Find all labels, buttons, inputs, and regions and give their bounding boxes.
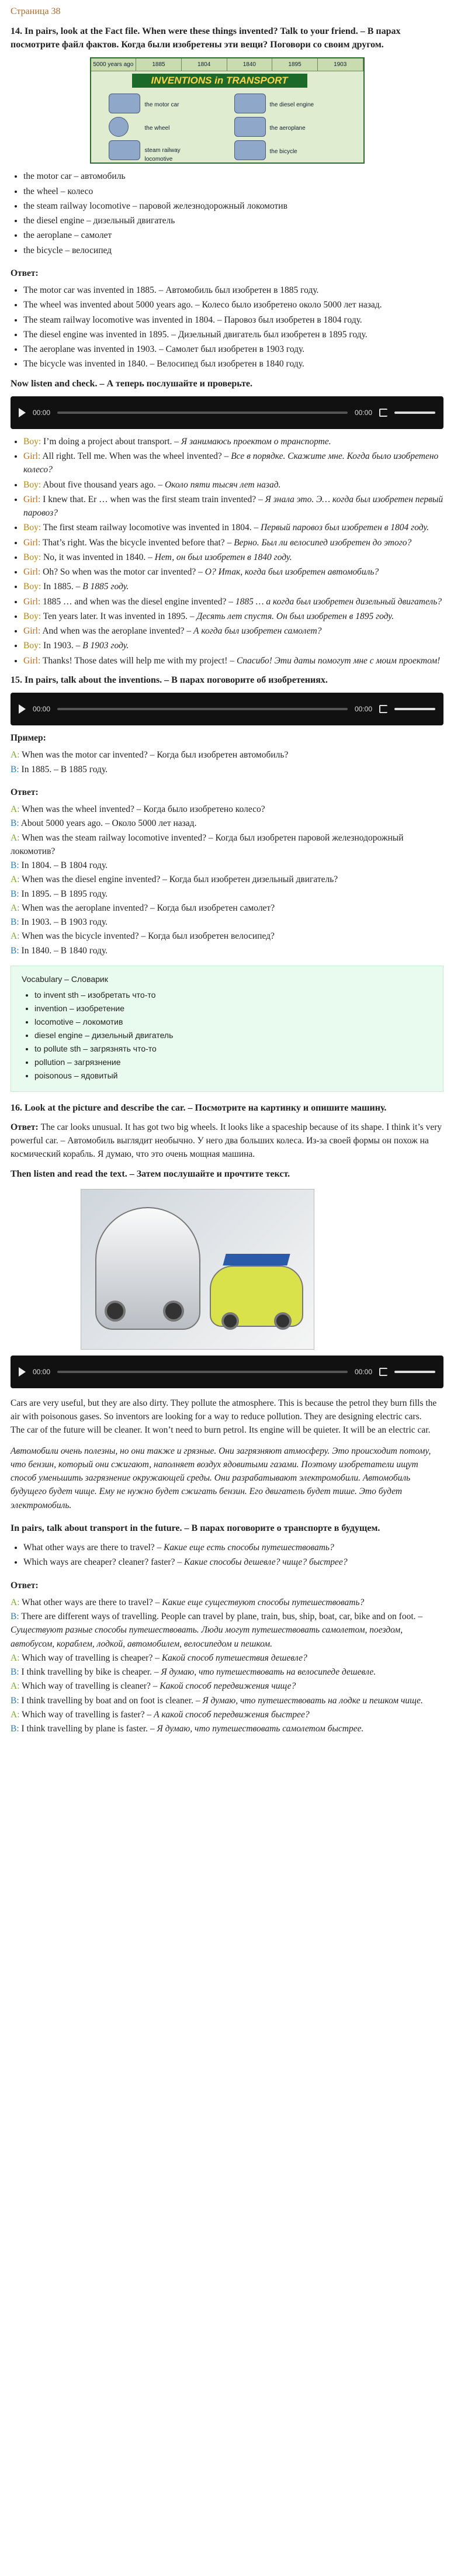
volume-slider[interactable] — [394, 412, 435, 414]
audio-progress[interactable] — [57, 1371, 348, 1373]
line-text: About 5000 years ago. – Около 5000 лет назад. — [20, 818, 197, 829]
aeroplane-illustration — [234, 117, 266, 137]
list-item: • the motor car – автомобиль — [23, 170, 443, 183]
speaker: Boy: — [23, 641, 41, 651]
dialogue-line — [23, 580, 443, 593]
question-ru: – Какие еще есть способы путешествовать? — [157, 1543, 334, 1553]
line-en: No, it was invented in 1840. — [43, 552, 146, 562]
play-icon[interactable] — [19, 1367, 26, 1377]
fact-banner: INVENTIONS in TRANSPORT — [132, 74, 307, 88]
line-text: When was the diesel engine invented? – Когда был изобретен дизельный двигатель? — [22, 874, 338, 885]
speaker: B: — [11, 1667, 19, 1678]
answer-line — [11, 1665, 443, 1679]
line-text: When was the wheel invented? – Когда было изобретено колесо? — [22, 804, 265, 814]
speaker: Boy: — [23, 436, 41, 447]
fact-label: steam railway locomotive — [144, 147, 181, 163]
question-item — [23, 1541, 443, 1554]
reading-text-ru: Автомобили очень полезны, но они также и грязные. Они загрязняют атмосферу. Это происходит потому, что бензин, который они сжигают, наполняет воздух ядовитыми газами. Поэтому изобретатели ищут способ уменьшить загрязнение окружающей среды. Они разрабатывают электромобили. Автомобиль будущего будет чище. Ему не нужно будет сжигать бензин. Его двигатель будет тише. Это будет электромобиль. — [11, 1446, 431, 1510]
dialogue-line — [23, 624, 443, 638]
future-answer-label: Ответ: — [11, 1580, 39, 1590]
line-ru: – Я думаю, что путешествовать на лодке и пешком чище. — [195, 1695, 423, 1706]
dialogue-line — [23, 639, 443, 652]
answer-line — [11, 1610, 443, 1651]
line-en: In 1903. — [43, 641, 74, 651]
line-en: Oh? So when was the motor car invented? — [43, 567, 196, 578]
locomotive-illustration — [109, 140, 140, 160]
reading-text-en: Cars are very useful, but they are also dirty. They pollute the atmosphere. This is because the petrol they burn fills the air with poisonous gases. So inventors are looking for a way to reduce pollution. They are designing electric cars. — [11, 1398, 437, 1422]
ex16-listen-heading: Then listen and read the text. – Затем послушайте и прочтите текст. — [11, 1168, 290, 1179]
play-icon[interactable] — [19, 704, 26, 714]
example-line — [11, 763, 443, 776]
line-en: I’m doing a project about transport. — [43, 436, 172, 447]
speaker: Boy: — [23, 552, 41, 562]
ex16-title: 16. Look at the picture and describe the car. — [11, 1102, 186, 1113]
line-ru: – Я знала это. Э… когда был изобретен первый паровоз? — [23, 494, 443, 518]
volume-slider[interactable] — [394, 1371, 435, 1373]
speaker: Girl: — [23, 626, 41, 637]
line-en: Ten years later. It was invented in 1895. — [43, 611, 188, 621]
audio-player[interactable] — [11, 693, 443, 725]
answer-line — [11, 915, 443, 929]
line-en: All right. Tell me. When was the wheel invented? — [42, 451, 222, 462]
fact-label: the diesel engine — [269, 102, 314, 109]
answer-line — [11, 887, 443, 901]
line-en: 1885 … and when was the diesel engine invented? — [43, 596, 227, 607]
speaker: A: — [11, 1597, 20, 1607]
ex14-heading — [11, 25, 443, 51]
speaker: A: — [11, 903, 20, 913]
speaker: A: — [11, 1709, 20, 1720]
fact-label: the motor car — [144, 102, 179, 109]
ex14-title-ru: – В парах посмотрите файл фактов. Когда были изобретены эти вещи? Поговори со своим другом. — [11, 26, 401, 50]
line-ru: – А какой способ передвижения быстрее? — [147, 1709, 310, 1720]
speaker: Boy: — [23, 582, 41, 592]
line-text: When was the bicycle invented? – Когда был изобретен велосипед? — [22, 931, 275, 942]
dialogue-line — [23, 521, 443, 534]
volume-icon[interactable] — [379, 409, 387, 417]
reading-text-en-2: The car of the future will be cleaner. It won’t need to burn petrol. Its engine will be quieter. It will be an electric car. — [11, 1425, 431, 1436]
line-ru: – Какие еще существуют способы путешествовать? — [155, 1597, 365, 1607]
line-ru: – Существуют разные способы путешествовать. Люди могут путешествовать самолетом, поездом, автобусом, кораблем, лодкой, автомобилем, велосипедом и пешком. — [11, 1612, 423, 1649]
line-text: In 1895. – В 1895 году. — [21, 888, 108, 899]
bicycle-illustration — [234, 140, 266, 160]
line-ru: – В 1903 году. — [75, 641, 129, 651]
line-ru: – О? Итак, когда был изобретен автомобиль? — [198, 567, 379, 578]
speaker: A: — [11, 931, 20, 942]
line-ru: – Я занимаюсь проектом о транспорте. — [174, 436, 331, 447]
volume-slider[interactable] — [394, 708, 435, 710]
dialogue-line — [23, 449, 443, 477]
speaker: B: — [11, 1724, 19, 1734]
list-item: • The bicycle was invented in 1840. – Велосипед был изобретен в 1840 году. — [23, 357, 443, 371]
wheel-shape — [221, 1312, 239, 1330]
answer-line — [11, 944, 443, 957]
wheel-shape — [163, 1301, 184, 1322]
speaker: Boy: — [23, 611, 41, 621]
line-ru: – Десять лет спустя. Он был изобретен в 1895 году. — [189, 611, 394, 621]
answer-line — [11, 901, 443, 915]
answer-line — [11, 1708, 443, 1721]
year-cell: 1895 — [272, 58, 318, 71]
future-title-ru: – В парах поговорите о транспорте в будущем. — [184, 1523, 380, 1533]
ex14-title: 14. In pairs, look at the Fact file. When were these things invented? Talk to your friend. — [11, 26, 358, 36]
list-item: • the steam railway locomotive – паровой железнодорожный локомотив — [23, 199, 443, 213]
line-en: Which way of travelling is cleaner? — [22, 1681, 151, 1692]
line-ru: – Все в порядке. Скажите мне. Когда было изобретено колесо? — [23, 451, 439, 475]
line-ru: – Нет, он был изобретен в 1840 году. — [148, 552, 292, 562]
wheel-illustration — [109, 117, 129, 137]
dialogue-line — [23, 478, 443, 492]
audio-player[interactable] — [11, 396, 443, 429]
line-ru: – Спасибо! Эти даты помогут мне с моим проектом! — [230, 655, 441, 666]
answer-line — [11, 831, 443, 859]
ex15-answer-label: Ответ: — [11, 787, 39, 797]
play-icon[interactable] — [19, 408, 26, 417]
vocabulary-box — [11, 966, 443, 1092]
solar-panel-shape — [223, 1254, 290, 1265]
speaker: A: — [11, 804, 20, 814]
answer-line — [11, 929, 443, 943]
ex15-heading — [11, 673, 443, 687]
answer-line — [11, 1694, 443, 1707]
line-ru: – Первый паровоз был изобретен в 1804 году. — [254, 523, 429, 533]
line-en: The first steam railway locomotive was invented in 1804. — [43, 523, 252, 533]
line-text: When was the aeroplane invented? – Когда был изобретен самолет? — [22, 903, 275, 913]
fact-file-image — [90, 57, 365, 164]
answer-line — [11, 817, 443, 830]
ex16-title-ru: – Посмотрите на картинку и опишите машину. — [188, 1102, 387, 1113]
line-en: I think travelling by bike is cheaper. — [21, 1667, 152, 1678]
ex16-answer-label: Ответ: — [11, 1122, 39, 1132]
answer-line — [11, 1596, 443, 1609]
dialogue-line — [23, 493, 443, 520]
car-illustration — [109, 94, 140, 113]
line-en: I think travelling by plane is faster. — [21, 1724, 148, 1734]
line-en: I knew that. Er … when was the first steam train invented? — [43, 494, 257, 504]
vocabulary-item: • diesel engine – дизельный двигатель — [34, 1029, 432, 1042]
list-item: • The diesel engine was invented in 1895. – Дизельный двигатель был изобретен в 1895 году. — [23, 328, 443, 341]
speaker: B: — [11, 764, 19, 774]
ex15-example-label: Пример: — [11, 733, 46, 743]
speaker: B: — [11, 1612, 19, 1622]
list-item: • the diesel engine – дизельный двигатель — [23, 214, 443, 227]
ex15-title: 15. In pairs, talk about the inventions. — [11, 675, 162, 685]
question-en: Which ways are cheaper? cleaner? faster? — [23, 1557, 175, 1568]
answer-line — [11, 859, 443, 872]
line-text: In 1885. – В 1885 году. — [21, 764, 108, 774]
electric-car-photo — [81, 1189, 314, 1350]
speaker: Girl: — [23, 567, 41, 578]
fact-years — [91, 58, 363, 71]
wheel-shape — [105, 1301, 126, 1322]
ex14-answers — [11, 283, 443, 371]
vocabulary-item: • poisonous – ядовитый — [34, 1070, 432, 1082]
question-item — [23, 1555, 443, 1569]
speaker: Boy: — [23, 479, 41, 490]
line-text: In 1840. – В 1840 году. — [21, 945, 108, 956]
speaker: Girl: — [23, 451, 41, 462]
answer-line — [11, 1679, 443, 1693]
volume-icon[interactable] — [379, 1368, 387, 1376]
speaker: Girl: — [23, 537, 41, 548]
line-text: In 1804. – В 1804 году. — [21, 860, 108, 870]
fact-label: the bicycle — [269, 148, 297, 155]
speaker: A: — [11, 1652, 20, 1663]
list-item: • the wheel – колесо — [23, 185, 443, 198]
speaker: A: — [11, 832, 20, 843]
line-en: What other ways are there to travel? — [22, 1597, 153, 1607]
vocabulary-item: • pollution – загрязнение — [34, 1056, 432, 1069]
vocabulary-item: • invention – изобретение — [34, 1002, 432, 1015]
list-item: • The steam railway locomotive was invented in 1804. – Паровоз был изобретен в 1804 году. — [23, 313, 443, 327]
line-ru: – Я думаю, что путешествовать на велосипеде дешевле. — [154, 1667, 376, 1678]
page-number: Страница 38 — [11, 6, 61, 16]
answer-line — [11, 1722, 443, 1735]
future-title: In pairs, talk about transport in the future. — [11, 1523, 182, 1533]
speaker: Girl: — [23, 655, 41, 666]
line-ru: – Какой способ передвижения чище? — [153, 1681, 296, 1692]
line-en: And when was the aeroplane invented? — [42, 626, 185, 637]
speaker: B: — [11, 818, 19, 829]
answer-line — [11, 873, 443, 886]
list-item: • the bicycle – велосипед — [23, 244, 443, 257]
line-en: I think travelling by boat and on foot is cleaner. — [21, 1695, 193, 1706]
line-ru: – Верно. Был ли велосипед изобретен до этого? — [227, 537, 412, 548]
list-item: • the aeroplane – самолет — [23, 229, 443, 242]
line-en: Which way of travelling is cheaper? — [22, 1652, 153, 1663]
speaker: A: — [11, 750, 20, 760]
list-item: • The motor car was invented in 1885. – Автомобиль был изобретен в 1885 году. — [23, 283, 443, 297]
audio-time-start: 00:00 — [33, 1367, 51, 1376]
year-cell: 1840 — [227, 58, 273, 71]
ex16-heading — [11, 1101, 443, 1115]
dialogue-line — [23, 595, 443, 608]
speaker: A: — [11, 874, 20, 885]
year-cell: 1903 — [318, 58, 363, 71]
vocabulary-item: • to invent sth – изобретать что-то — [34, 989, 432, 1001]
dialogue-line — [23, 654, 443, 668]
dialogue-line — [23, 565, 443, 579]
ex15-title-ru: – В парах поговорите об изобретениях. — [164, 675, 328, 685]
speaker: B: — [11, 860, 19, 870]
audio-time-start: 00:00 — [33, 705, 51, 713]
speaker: Girl: — [23, 596, 41, 607]
example-line — [11, 748, 443, 762]
line-text: When was the steam railway locomotive invented? – Когда был изобретен паровой железнодорожный локомотив? — [11, 832, 404, 856]
listen1-heading: Now listen and check. – А теперь послушайте и проверьте. — [11, 378, 253, 389]
future-heading — [11, 1522, 443, 1535]
speaker: Girl: — [23, 494, 41, 504]
fact-label: the aeroplane — [269, 125, 306, 132]
line-en: Which way of travelling is faster? — [22, 1709, 145, 1720]
line-ru: – Около пяти тысяч лет назад. — [158, 479, 281, 490]
line-ru: – Какой способ путешествия дешевле? — [155, 1652, 307, 1663]
speaker: B: — [11, 945, 19, 956]
list-item: • The aeroplane was invented in 1903. – Самолет был изобретен в 1903 году. — [23, 343, 443, 356]
ex14-vocab-list — [11, 170, 443, 257]
audio-time-end: 00:00 — [354, 705, 372, 713]
volume-icon[interactable] — [379, 705, 387, 713]
answer-line — [11, 803, 443, 816]
dialogue-line — [23, 435, 443, 448]
line-en: In 1885. — [43, 582, 74, 592]
dialogue-line — [23, 536, 443, 549]
line-en: That’s right. Was the bicycle invented before that? — [42, 537, 225, 548]
fact-label: the wheel — [144, 125, 170, 132]
line-ru: – Я думаю, что путешествовать самолетом быстрее. — [150, 1724, 364, 1734]
vocabulary-item: • locomotive – локомотив — [34, 1016, 432, 1028]
line-en: There are different ways of travelling. People can travel by plane, train, bus, ship, boat, car, bike and on foot. — [21, 1612, 416, 1622]
question-en: What other ways are there to travel? — [23, 1543, 155, 1553]
question-ru: – Какие способы дешевле? чище? быстрее? — [177, 1557, 348, 1568]
ex16-answer-text: The car looks unusual. It has got two big wheels. It looks like a spaceship because of its shape. I think it’s very powerful car. – Автомобиль выглядит необычно. У него два больших колеса. Из-за своей формы он похож на космический корабль. Я думаю, что это очень мощная машина. — [11, 1122, 442, 1160]
line-ru: – 1885 … а когда был изобретен дизельный двигатель? — [228, 596, 442, 607]
ex14-answer-label: Ответ: — [11, 268, 39, 278]
ex16-answer — [11, 1121, 443, 1161]
line-text: In 1903. – В 1903 году. — [21, 917, 108, 927]
answer-line — [11, 1651, 443, 1665]
year-cell: 1885 — [136, 58, 182, 71]
line-en: Thanks! Those dates will help me with my project! — [42, 655, 228, 666]
speaker: B: — [11, 1695, 19, 1706]
year-cell: 5000 years ago — [91, 58, 137, 71]
line-ru: – В 1885 году. — [75, 582, 129, 592]
audio-progress[interactable] — [57, 412, 348, 414]
line-en: About five thousand years ago. — [43, 479, 156, 490]
audio-progress[interactable] — [57, 708, 348, 710]
speaker: B: — [11, 917, 19, 927]
list-item: • The wheel was invented about 5000 years ago. – Колесо было изобретено около 5000 лет назад. — [23, 298, 443, 312]
speaker: B: — [11, 888, 19, 899]
wheel-shape — [274, 1312, 292, 1330]
dialogue-line — [23, 551, 443, 564]
engine-illustration — [234, 94, 266, 113]
line-text: When was the motor car invented? – Когда был изобретен автомобиль? — [22, 750, 289, 760]
vocabulary-title: Vocabulary – Словарик — [22, 974, 108, 984]
listen1-dialogue — [11, 435, 443, 668]
vocabulary-item: • to pollute sth – загрязнять что-то — [34, 1043, 432, 1055]
audio-time-start: 00:00 — [33, 408, 51, 417]
dialogue-line — [23, 610, 443, 623]
audio-time-end: 00:00 — [354, 408, 372, 417]
speaker: Boy: — [23, 523, 41, 533]
line-ru: – А когда был изобретен самолет? — [186, 626, 322, 637]
audio-time-end: 00:00 — [354, 1367, 372, 1376]
year-cell: 1804 — [182, 58, 227, 71]
future-questions — [11, 1541, 443, 1569]
vocabulary-list — [22, 989, 432, 1082]
speaker: A: — [11, 1681, 20, 1692]
audio-player[interactable] — [11, 1356, 443, 1388]
